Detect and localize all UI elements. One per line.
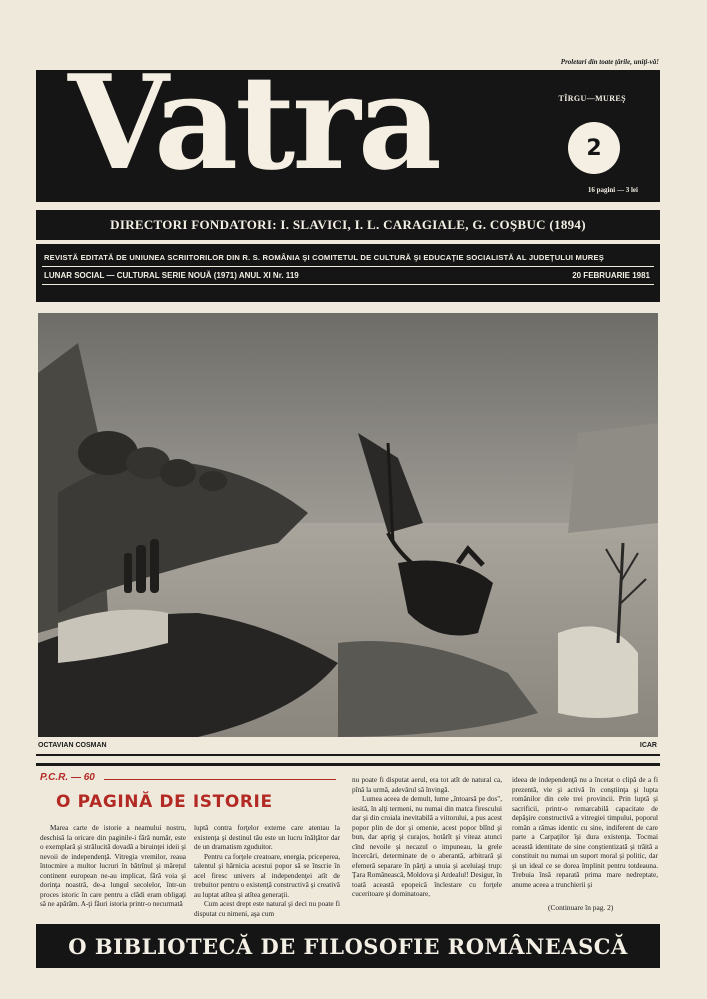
masthead-title: Vatra [68,46,439,199]
city-label: TÎRGU—MUREŞ [558,94,626,103]
divider [42,284,654,285]
cover-painting [38,313,658,737]
article-kicker: P.C.R. — 60 [40,772,95,783]
founders-bar: DIRECTORI FONDATORI: I. SLAVICI, I. L. CARAGIALE, G. COŞBUC (1894) [36,208,660,240]
divider [42,266,654,267]
photo-credit: ICAR [639,742,657,749]
painting-artist-credit: OCTAVIAN COSMAN [38,742,107,749]
issue-date: 20 FEBRUARIE 1981 [572,271,650,280]
article-paragraph: Pentru ca forţele creatoare, energia, priceperea, talentul şi hărnicia acestui popor să se înscrie în acel firesc univers al independenţei atît de trebuitor pentru o existenţă constructivă şi creativă au luptat atîtea şi atîtea generaţii. [194,852,340,899]
section-divider [36,763,660,766]
article-paragraph: Lumea aceea de demult, lume „întoarsă pe dos", iesită, în alţi termeni, nu numai din matca firescului dar şi din croiala inevitabilă a viitorului, a pus acest popor plin de dor şi omenie, acest popor blînd şi bun, dar aprig şi curajos, hotărît şi viteaz atunci cînd nevoile şi necazul o impuneau, la grele încercări, determinate de o aberantă, arbitrară şi efemeră separare în părţi a unuia şi aceluiaşi trup: Ţara Românească, Moldova şi Ardealul! Desigur, în toată această epopeică înclestare cu forţele cuceritoare şi dominatoare, [352,795,502,898]
publisher-info-bar [36,244,660,302]
article-column-3 [352,776,502,900]
price-label: 16 pagini — 3 lei [587,186,638,194]
issue-number-badge [568,122,620,174]
bottom-banner: O BIBLIOTECĂ DE FILOSOFIE ROMÂNEASCĂ [36,924,660,968]
article-paragraph: ideea de independenţă nu a încetat o clipă de a fi prezentă, vie şi activă în conştiinţa şi lupta românilor din cele trei provincii. Prin luptă şi sacrificii, printr-o remarcabilă capacitate de depăşire constructivă a vitregiei timpului, poporul român a rămas identic cu sine, indiferent de care parte a Carpaţilor îşi dura existenţa. Tocmai această identitate de sine conştientizată şi trăită a constituit nu numai un suport moral şi politic, dar şi un ideal ce se dorea împlinit pentru totdeauna. Trebuia însă reparată prima mare nedreptate, anume aceea a trunchierii şi [512,776,658,889]
article-paragraph: Cum acest drept este natural şi deci nu poate fi disputat cu nimeni, aşa cum [194,900,340,918]
article-paragraph: luptă contra forţelor externe care atentau la existenţa şi destinul tău este un lucru înălţător dar de un dramatism zguduitor. [194,824,340,851]
publisher-line: REVISTĂ EDITATĂ DE UNIUNEA SCRIITORILOR DIN R. S. ROMÂNIA ŞI COMITETUL DE CULTURĂ ŞI EDUCAŢIE SOCIALISTĂ AL JUDEŢULUI MUREŞ [44,253,604,262]
article-paragraph: nu poate fi disputat aerul, era tot atît de natural ca, pînă la urmă, adevărul să învingă. [352,776,502,794]
article-column-2 [194,824,340,919]
continuation-note: (Continuare în pag. 2) [548,903,614,912]
motto: Proletari din toate ţările, uniţi-vă! [560,58,659,66]
kicker-rule [104,779,336,780]
article-paragraph: Marea carte de istorie a neamului nostru, deschisă la oricare din paginile-i fără număr, este o exemplară şi strălucită dovadă a biruinţei ideii şi nevoii de independenţă. Vitregia vremilor, reaua întocmire a multor lucruri în bătrînul şi mărețul continent european ne-au implicat, fără voia şi dorinţa noastră, de-a lungul secolelor, într-un proces istoric în care pentru a clădi eram obligaţi să ne apărăm. A-ţi făuri istoria printr-o necurmată [40,824,186,908]
article-column-1 [40,824,186,910]
painting-illustration [38,313,658,737]
article-column-4 [512,776,658,890]
article-headline: O PAGINĂ DE ISTORIE [56,792,273,812]
issue-number: 2 [586,135,602,161]
series-line: LUNAR SOCIAL — CULTURAL SERIE NOUĂ (1971) ANUL XI Nr. 119 [44,271,299,280]
section-divider [36,754,660,756]
